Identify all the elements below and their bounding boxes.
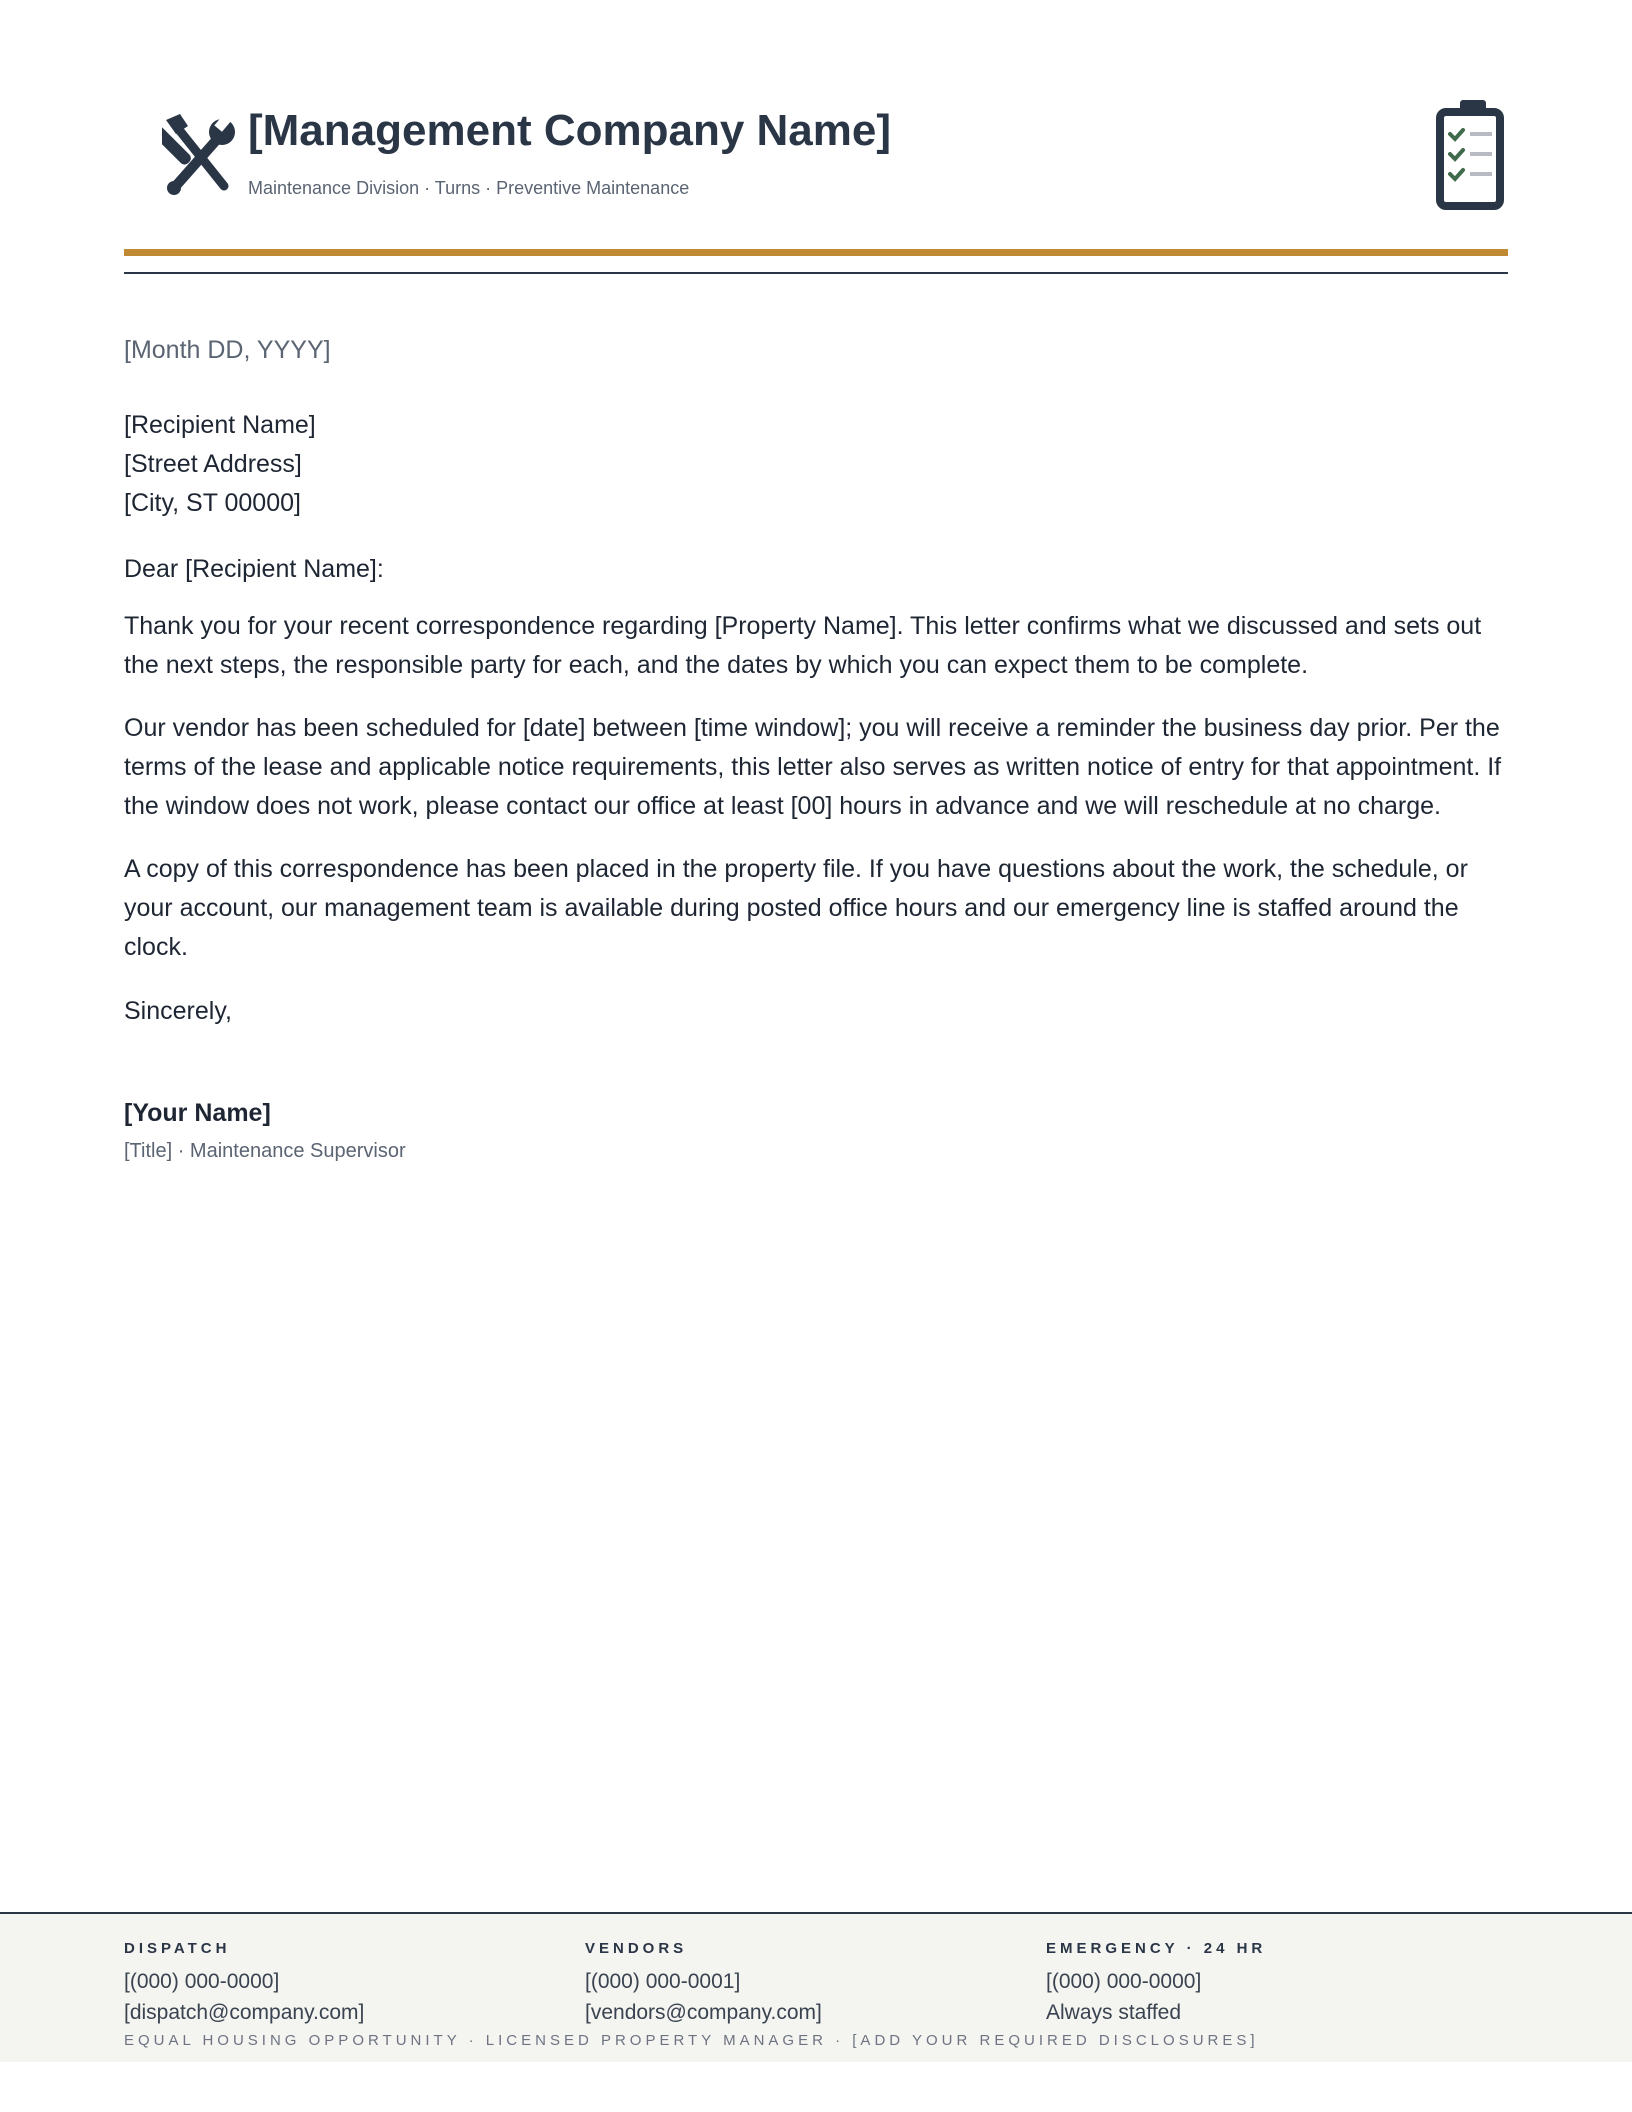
- navy-divider: [124, 272, 1508, 274]
- letterhead: [124, 100, 1508, 220]
- signature-name: [Your Name]: [124, 1099, 271, 1127]
- paragraph: Our vendor has been scheduled for [date] between [time window]; you will receive a reminder the business day prior. Per the terms of the lease and applicable notice requirements, this letter also serves as written notice of entry for that appointment. If the window does not work, please contact our office at least [00] hours in advance and we will reschedule at no charge.: [124, 714, 1502, 820]
- paragraph: Thank you for your recent correspondence regarding [Property Name]. This letter confirms what we discussed and sets out the next steps, the responsible party for each, and the dates by which you can expect them to be complete.: [124, 612, 1482, 679]
- recipient-address: [124, 406, 1508, 523]
- recipient-city: [City, ST 00000]: [124, 489, 301, 517]
- salutation: Dear [Recipient Name]:: [124, 555, 384, 583]
- footer-disclosure: EQUAL HOUSING OPPORTUNITY · LICENSED PROPERTY MANAGER · [ADD YOUR REQUIRED DISCLOSURES]: [124, 2032, 1259, 2049]
- recipient-name: [Recipient Name]: [124, 411, 316, 439]
- footer-heading: VENDORS: [585, 1940, 688, 1957]
- letter-body: [124, 330, 1508, 1167]
- footer: [0, 1912, 1632, 2062]
- footer-emergency: [1046, 1938, 1266, 2028]
- footer-heading: EMERGENCY · 24 HR: [1046, 1940, 1267, 1957]
- dispatch-phone: [(000) 000-0000]: [124, 1970, 280, 1993]
- footer-vendors: [585, 1938, 822, 2028]
- vendors-email: [vendors@company.com]: [585, 2001, 822, 2024]
- vendors-phone: [(000) 000-0001]: [585, 1970, 741, 1993]
- paragraph: A copy of this correspondence has been placed in the property file. If you have questions about the work, the schedule, or your account, our management team is available during posted office hours and our emergency line is staffed around the clock.: [124, 855, 1468, 961]
- signature-title: [Title] · Maintenance Supervisor: [124, 1140, 406, 1162]
- emergency-note: Always staffed: [1046, 2001, 1182, 2024]
- clipboard-checklist-icon: [1434, 100, 1504, 212]
- letter-date: [Month DD, YYYY]: [124, 336, 331, 364]
- dispatch-email: [dispatch@company.com]: [124, 2001, 365, 2024]
- closing: Sincerely,: [124, 997, 232, 1025]
- tools-icon: [162, 112, 238, 196]
- recipient-street: [Street Address]: [124, 450, 302, 478]
- footer-heading: DISPATCH: [124, 1940, 231, 1957]
- gold-divider: [124, 249, 1508, 256]
- emergency-phone: [(000) 000-0000]: [1046, 1970, 1202, 1993]
- footer-dispatch: [124, 1938, 364, 2028]
- company-tagline: Maintenance Division · Turns · Preventive Maintenance: [248, 178, 690, 198]
- company-name: [Management Company Name]: [248, 106, 892, 155]
